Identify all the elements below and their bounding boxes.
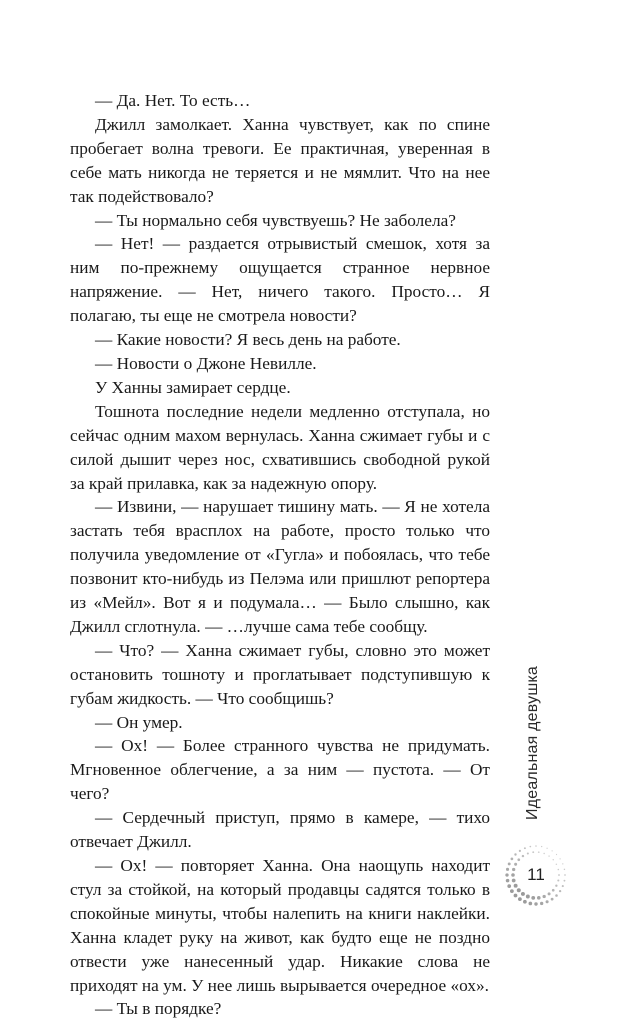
paragraph: — Ох! — Более странного чувства не придумать. Мгновенное облегчение, а за ним — пустота. — От чего?	[70, 736, 490, 804]
paragraph: — Какие новости? Я весь день на работе.	[95, 330, 401, 350]
paragraph: — Извини, — нарушает тишину мать. — Я не хотела застать тебя врасплох на работе, просто только что получила уведомление от «Гугла» и побоялась, что тебе позвонит кто-нибудь из Пелэма или пришлют репортера из «Мейл». Вот я и подумала… — Было слышно, как Джилл сглотнула. — …лучше сама тебе сообщу.	[70, 497, 490, 636]
paragraph: — Новости о Джоне Невилле.	[95, 353, 317, 373]
page-number: 11	[527, 865, 545, 884]
paragraph: У Ханны замирает сердце.	[95, 377, 291, 397]
page-number-badge	[501, 840, 571, 910]
paragraph: — Сердечный приступ, прямо в камере, — тихо отвечает Джилл.	[70, 808, 490, 852]
running-title: Идеальная девушка	[524, 665, 541, 820]
paragraph: Тошнота последние недели медленно отступала, но сейчас одним махом вернулась. Ханна сжимает губы и с силой дышит через нос, схватившись свободной рукой за край прилавка, как за надежную опору.	[70, 401, 490, 493]
book-text	[70, 89, 490, 1021]
paragraph: — Что? — Ханна сжимает губы, словно это может остановить тошноту и проглатывает подступившую к губам жидкость. — Что сообщишь?	[70, 640, 490, 708]
paragraph: — Да. Нет. То есть…	[95, 91, 251, 110]
paragraph: — Нет! — раздается отрывистый смешок, хотя за ним по-прежнему ощущается странное нервное напряжение. — Нет, ничего такого. Просто… Я полагаю, ты еще не смотрела новости?	[70, 234, 490, 326]
paragraph: — Ты в порядке?	[95, 999, 222, 1019]
paragraph: — Ох! — повторяет Ханна. Она наощупь находит стул за стойкой, на который продавцы садятся только в спокойные минуты, чтобы налепить на книги наклейки. Ханна кладет руку на живот, как будто еще не поздно отвести уже нанесенный удар. Никакие слова не приходят на ум. У нее лишь вырывается очередное «ох».	[70, 856, 490, 995]
paragraph: — Он умер.	[95, 712, 183, 732]
paragraph: — Ты нормально себя чувствуешь? Не заболела?	[95, 210, 456, 230]
paragraph: Джилл замолкает. Ханна чувствует, как по спине пробегает волна тревоги. Ее практичная, уверенная в себе мать никогда не теряется и не мямлит. Что на нее так подействовало?	[70, 114, 490, 206]
